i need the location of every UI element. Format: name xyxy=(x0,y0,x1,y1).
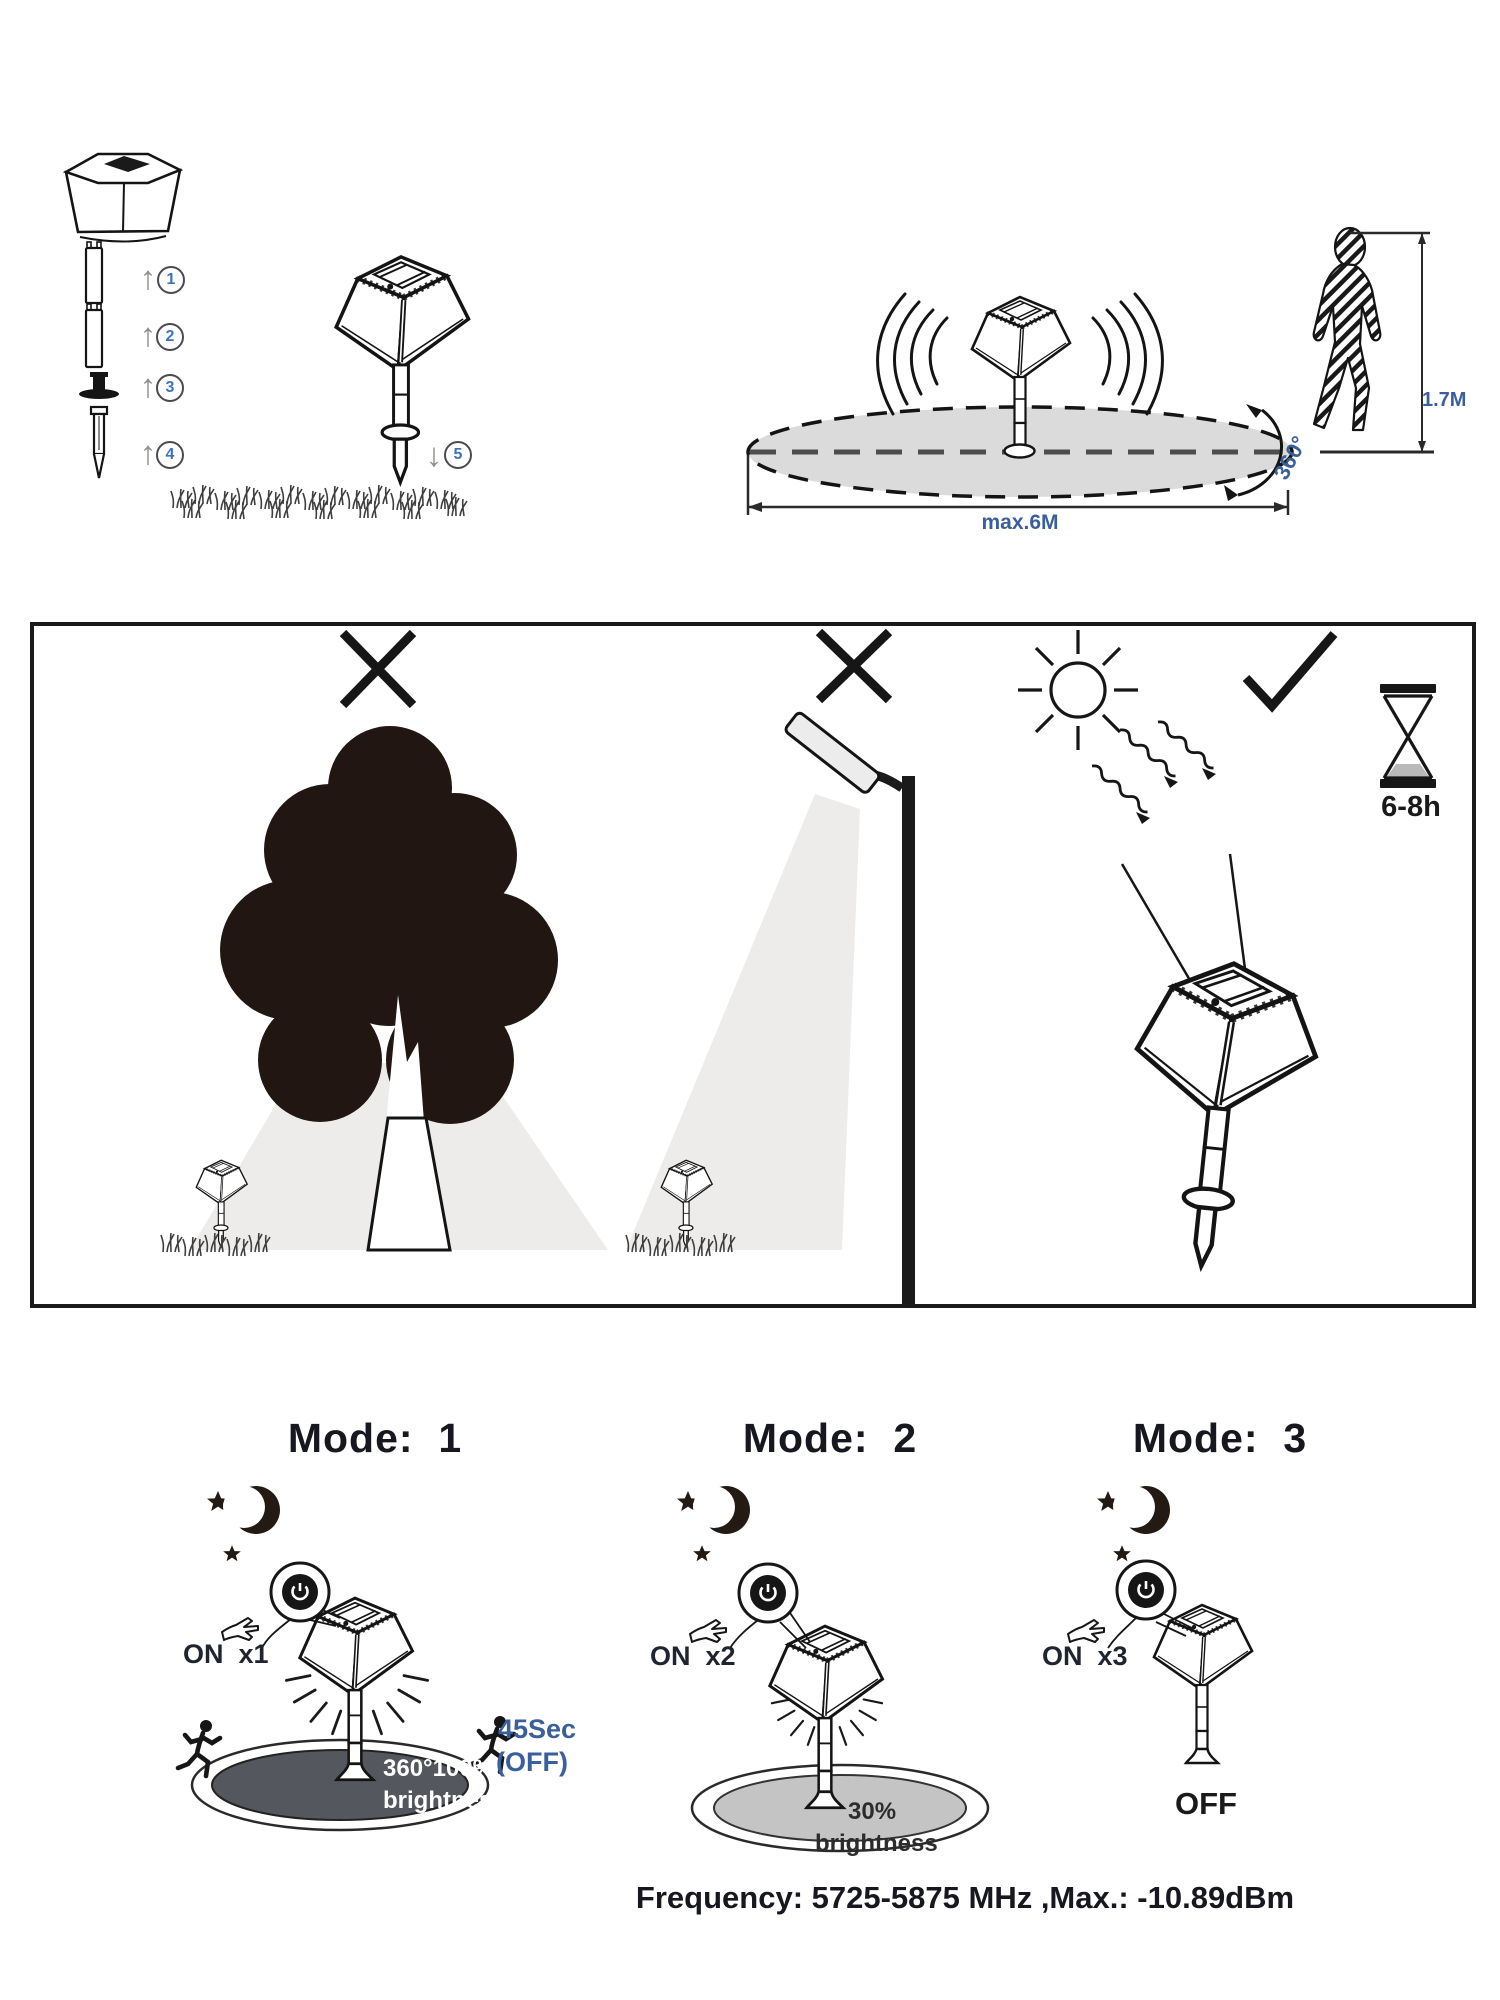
step-number-4: 4 xyxy=(156,441,184,469)
person-icon xyxy=(1314,228,1381,430)
hourglass-icon xyxy=(1380,684,1436,788)
stake-part xyxy=(91,407,107,478)
up-arrow-icon: ↑ xyxy=(139,259,157,296)
grass xyxy=(171,485,467,519)
mode-1-press-label: ON x1 xyxy=(183,1639,269,1669)
mode-2-press-label: ON x2 xyxy=(650,1641,736,1671)
power-button-icon xyxy=(271,1563,329,1621)
mode-1-timeout-line1: 45Sec xyxy=(498,1714,577,1744)
star-icon xyxy=(1113,1545,1131,1561)
person-height-label: 1.7M xyxy=(1422,389,1467,411)
connector-part xyxy=(79,372,119,399)
mode-1-coverage-line2: brightness xyxy=(383,1787,506,1814)
charge-time-label: 6-8h xyxy=(1381,791,1441,823)
up-arrow-icon: ↑ xyxy=(139,434,157,471)
placement-graphics xyxy=(34,626,1472,1304)
down-arrow-icon: ↓ xyxy=(425,436,443,473)
detection-range-diagram xyxy=(550,140,1500,560)
power-button-icon xyxy=(739,1564,797,1622)
star-icon xyxy=(693,1545,711,1561)
lamp-shade-part xyxy=(66,154,180,241)
street-lamp-beam xyxy=(626,794,860,1250)
mode-3-graphic xyxy=(1068,1486,1252,1763)
checkmark-icon xyxy=(1246,634,1334,706)
mode-2-coverage-line2: brightness xyxy=(815,1830,938,1857)
mode-3-press-label: ON x3 xyxy=(1042,1641,1128,1671)
up-arrow-icon: ↑ xyxy=(139,367,157,404)
up-arrow-icon: ↑ xyxy=(139,316,157,353)
moon-icon xyxy=(223,1486,280,1534)
pole-tube-part-1 xyxy=(86,242,102,303)
mode-3-state-label: OFF xyxy=(1175,1786,1237,1821)
mode-1-coverage-line1: 360°100% xyxy=(383,1755,495,1782)
rotation-label: 360° xyxy=(1268,431,1313,484)
step-number-1: 1 xyxy=(157,266,185,294)
charging-solar-lamp xyxy=(1115,955,1324,1276)
moon-icon xyxy=(693,1486,750,1534)
moon-icon xyxy=(1113,1486,1170,1534)
step-number-2: 2 xyxy=(156,323,184,351)
sunlight-rays-icon xyxy=(1091,718,1216,824)
star-icon xyxy=(223,1545,241,1561)
step-number-5: 5 xyxy=(444,441,472,469)
radar-waves-icon xyxy=(1093,294,1162,414)
sun-icon xyxy=(1018,630,1138,750)
radar-waves-icon xyxy=(878,294,947,414)
pole-tube-part-2 xyxy=(86,304,102,367)
x-mark-icon xyxy=(819,632,889,700)
placement-instructions-box xyxy=(30,622,1476,1308)
frequency-spec: Frequency: 5725-5875 MHz ,Max.: -10.89dBm xyxy=(635,1880,1295,1915)
mode-1-title: Mode: 1 xyxy=(287,1415,463,1461)
mode-2-coverage-line1: 30% xyxy=(848,1798,897,1825)
range-label: max.6M xyxy=(981,511,1059,534)
mode-1-timeout-line2: (OFF) xyxy=(496,1747,568,1777)
hand-pointer-icon xyxy=(690,1620,726,1642)
power-button-icon xyxy=(1117,1561,1175,1619)
hand-pointer-icon xyxy=(222,1618,258,1640)
hand-pointer-icon xyxy=(1068,1620,1104,1642)
mode-3-title: Mode: 3 xyxy=(1132,1415,1308,1461)
x-mark-icon xyxy=(343,633,413,705)
step-number-3: 3 xyxy=(156,374,184,402)
mode-2-title: Mode: 2 xyxy=(742,1415,918,1461)
